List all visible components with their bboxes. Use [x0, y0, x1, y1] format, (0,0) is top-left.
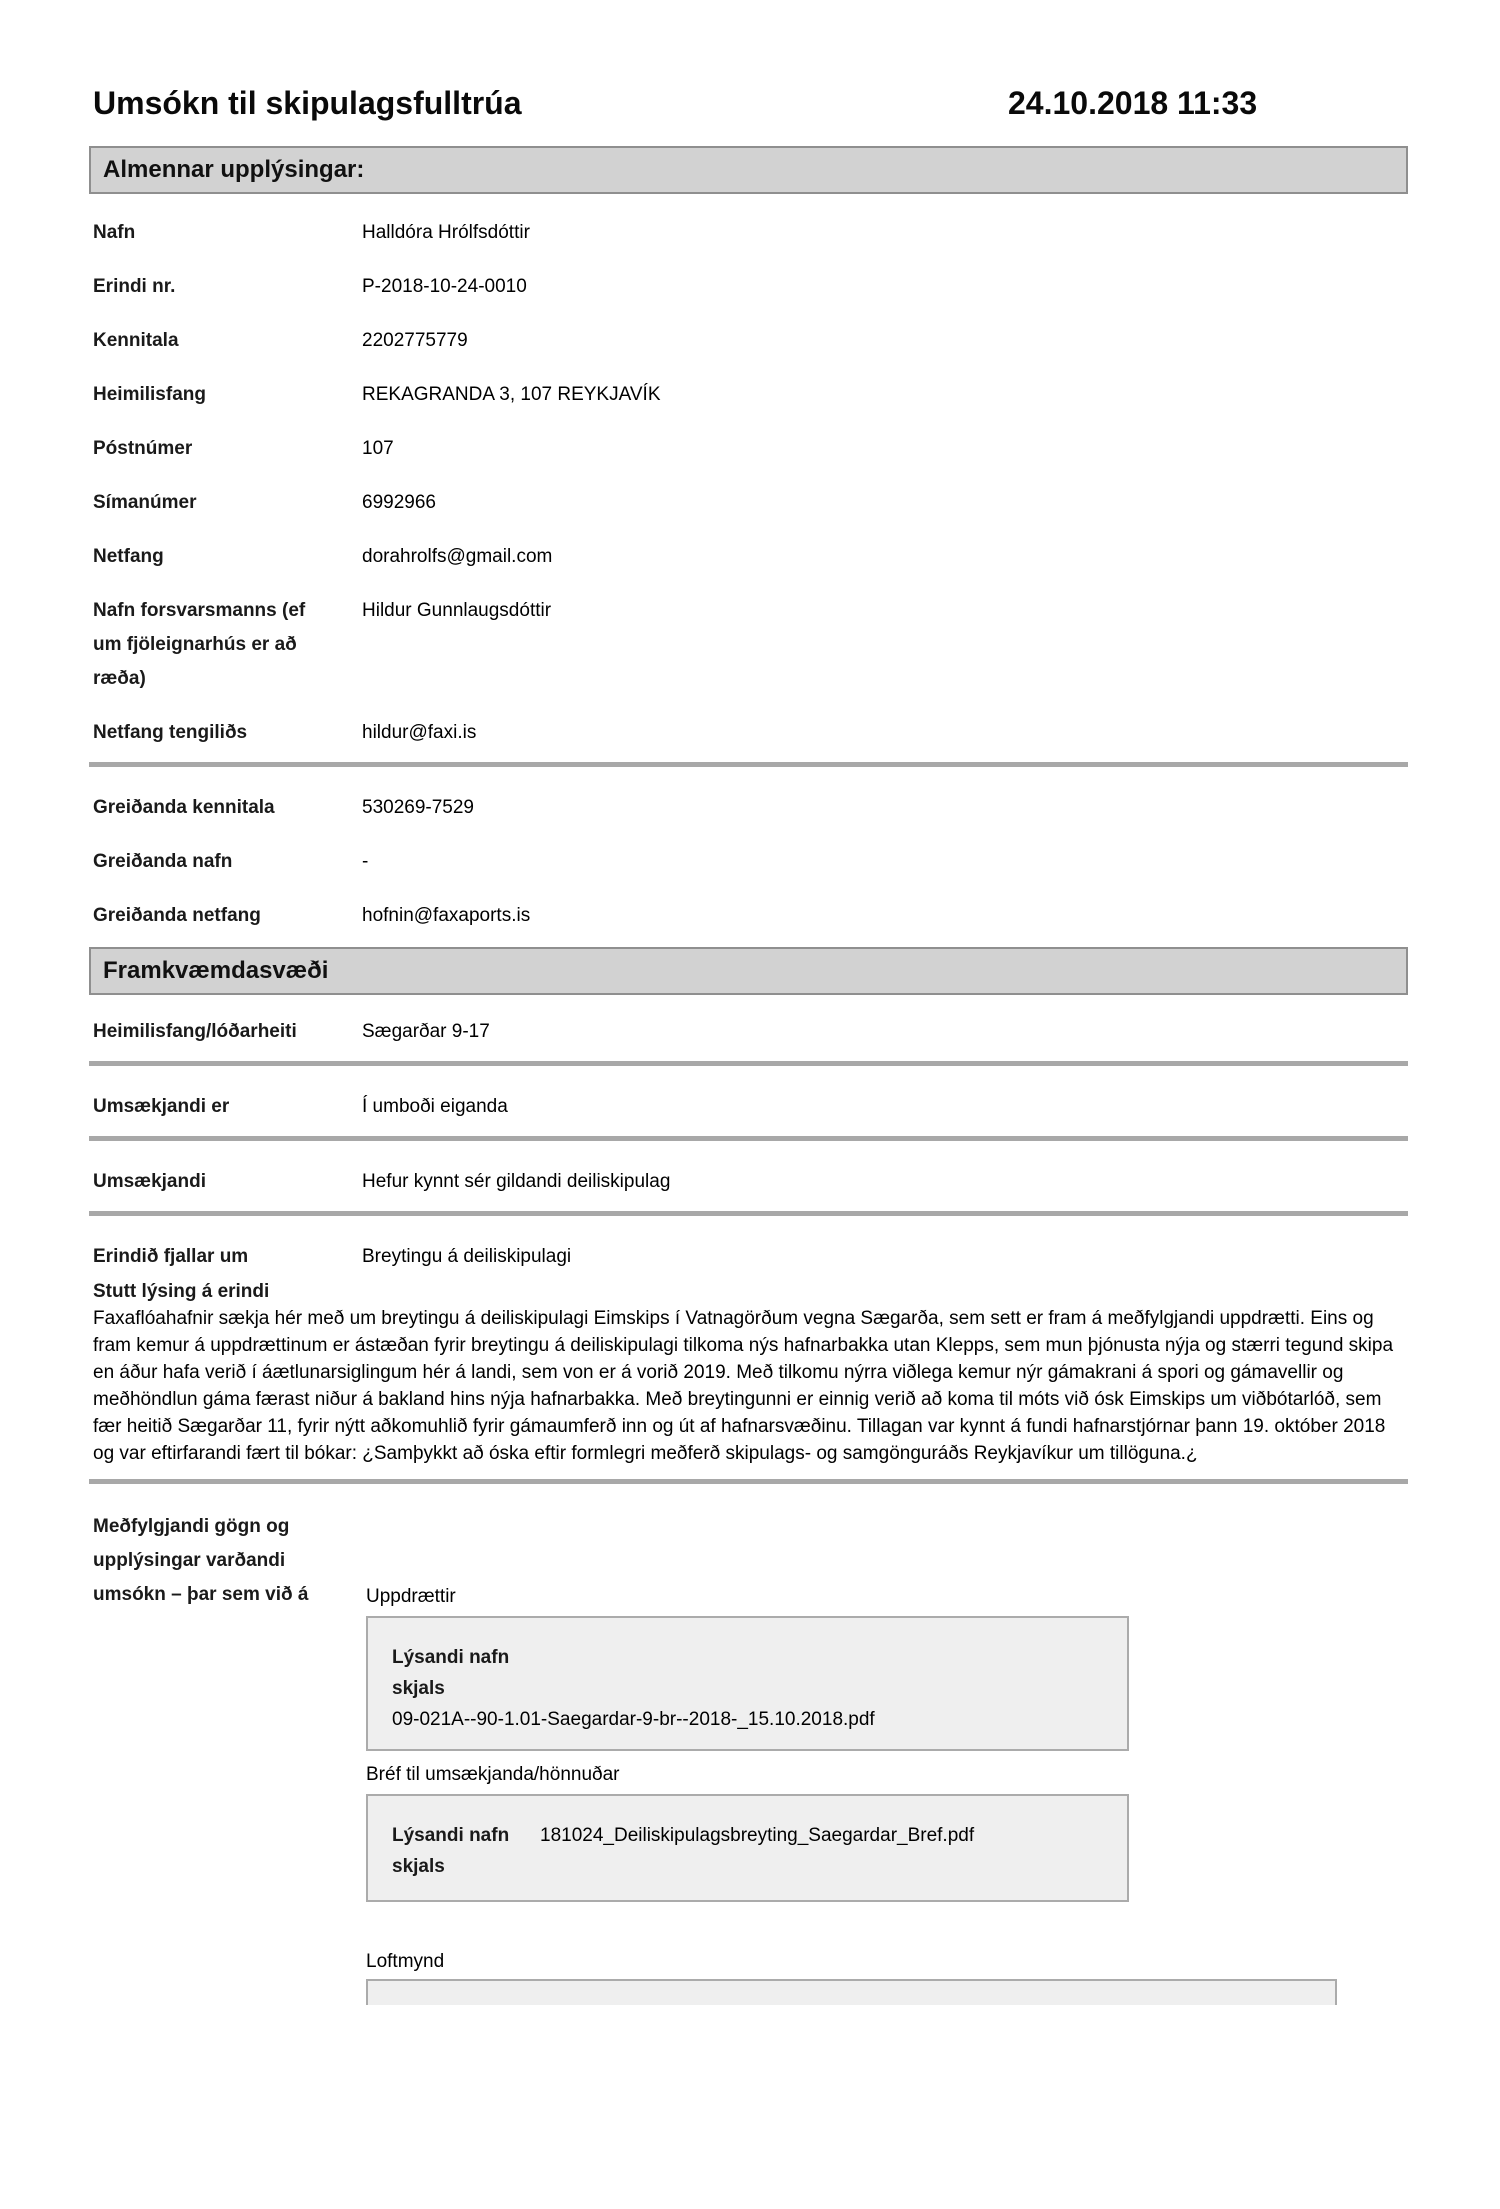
- field-value: hildur@faxi.is: [362, 722, 477, 743]
- field-label-text: Netfang: [93, 546, 164, 567]
- doc-label: [392, 1642, 1103, 1704]
- field-row-simanumer: [89, 486, 1408, 520]
- divider: [89, 1479, 1408, 1484]
- attachment-group-title-loftmynd: Loftmynd: [366, 1951, 445, 1972]
- field-row-forsvarsmanns: [89, 594, 1408, 696]
- field-value: Breytingu á deiliskipulagi: [362, 1246, 572, 1267]
- general-info-rows: [89, 216, 1408, 750]
- application-document: [89, 86, 1408, 2005]
- field-value: Hildur Gunnlaugsdóttir: [362, 600, 552, 621]
- field-value: Halldóra Hrólfsdóttir: [362, 222, 530, 243]
- field-label: [89, 378, 362, 412]
- field-label: [89, 1090, 362, 1124]
- field-label: [89, 845, 362, 879]
- field-row-kennitala: [89, 324, 1408, 358]
- field-label-text: Erindið fjallar um: [93, 1246, 249, 1267]
- field-label-text: Greiðanda netfang: [93, 905, 261, 926]
- divider: [89, 1136, 1408, 1141]
- field-label-text: Póstnúmer: [93, 438, 193, 459]
- field-label: [89, 1165, 362, 1199]
- field-label: [89, 1240, 362, 1274]
- field-label-text: Erindi nr.: [93, 276, 176, 297]
- divider: [89, 1211, 1408, 1216]
- field-label: [89, 540, 362, 574]
- field-label: [89, 716, 362, 750]
- divider: [89, 762, 1408, 767]
- field-value: Hefur kynnt sér gildandi deiliskipulag: [362, 1171, 671, 1192]
- field-value: 2202775779: [362, 330, 468, 351]
- field-row-postnumer: [89, 432, 1408, 466]
- field-value: REKAGRANDA 3, 107 REYKJAVÍK: [362, 384, 661, 405]
- field-label: [89, 216, 362, 250]
- field-label-text: Heimilisfang: [93, 384, 206, 405]
- field-value: P-2018-10-24-0010: [362, 276, 527, 297]
- attachment-group-title-uppdraettir: Uppdrættir: [366, 1586, 456, 1607]
- field-value: 107: [362, 438, 394, 459]
- field-row-umsaekjandi: [89, 1165, 1408, 1199]
- divider: [89, 1061, 1408, 1066]
- field-label-text: Kennitala: [93, 330, 179, 351]
- field-row-heimilisfang: [89, 378, 1408, 412]
- field-value: Sægarðar 9-17: [362, 1021, 490, 1042]
- description-text: Faxaflóahafnir sækja hér með um breytingu á deiliskipulagi Eimskips í Vatnagörðum vegna Sægarða, sem sett er fram á meðfylgjandi uppdrætti. Eins og fram kemur á uppdrættinum er ástæðan fyrir breytingu á deiliskipulagi tilkoma nýs hafnarbakka utan Klepps, sem mun þjónusta nýja og stærri tegund skipa en áður hafa verið í áætlunarsiglingum hér á landi, sem von er á vorið 2019. Með tilkomu nýrra viðlega kemur nýr gámakrani á spori og gámavellir og meðhöndlun gáma færast niður á bakland hins nýja hafnarbakka. Með breytingunni er einnig verið að koma til móts við ósk Eimskips um viðbótarlóð, sem fær heitið Sægarðar 11, fyrir nýtt aðkomuhlið fyrir gámaumferð inn og út af hafnarsvæðinu. Tillagan var kynnt á fundi hafnarstjórnar þann 19. október 2018 og var eftirfarandi fært til bókar: ¿Samþykkt að óska eftir formlegri meðferð skipulags- og samgönguráðs Reykjavíkur um tillöguna.¿: [93, 1308, 1394, 1464]
- field-label-text: Netfang tengiliðs: [93, 722, 248, 743]
- field-row-umsaekjandi-er: [89, 1090, 1408, 1124]
- attachments-row: [89, 1510, 1408, 2005]
- file-box-uppdraettir: [366, 1616, 1129, 1751]
- field-label: [89, 432, 362, 466]
- field-row-nafn: [89, 216, 1408, 250]
- attachment-group-title-bref: Bréf til umsækjanda/hönnuðar: [366, 1764, 620, 1785]
- attachments-label-text: Meðfylgjandi gögn og upplýsingar varðandi umsókn – þar sem við á: [93, 1516, 309, 1605]
- project-rows: [89, 1015, 1408, 1274]
- field-label: [89, 594, 362, 696]
- field-row-greidanda-kennitala: [89, 791, 1408, 825]
- page-title: Umsókn til skipulagsfulltrúa: [93, 85, 522, 121]
- section-header-general: [89, 146, 1408, 194]
- doc-label-text: Lýsandi nafn skjals: [392, 1825, 510, 1877]
- field-label: [89, 486, 362, 520]
- field-row-erindid-fjallar-um: [89, 1240, 1408, 1274]
- field-label-text: Nafn forsvarsmanns (ef um fjöleignarhús er að ræða): [93, 600, 306, 689]
- field-value: Í umboði eiganda: [362, 1096, 508, 1117]
- timestamp: 24.10.2018 11:33: [1008, 85, 1258, 121]
- file-box-bref: [366, 1794, 1129, 1902]
- field-value: 530269-7529: [362, 797, 474, 818]
- field-value: 6992966: [362, 492, 436, 513]
- field-row-greidanda-nafn: [89, 845, 1408, 879]
- description-label: Stutt lýsing á erindi: [93, 1281, 270, 1302]
- field-value: hofnin@faxaports.is: [362, 905, 531, 926]
- field-row-netfang: [89, 540, 1408, 574]
- section-header-general-label: Almennar upplýsingar:: [103, 156, 365, 183]
- field-label-text: Nafn: [93, 222, 136, 243]
- field-label: [89, 270, 362, 304]
- field-label-text: Umsækjandi er: [93, 1096, 230, 1117]
- field-row-netfang-tengilids: [89, 716, 1408, 750]
- field-label: [89, 791, 362, 825]
- field-label-text: Heimilisfang/lóðarheiti: [93, 1021, 297, 1042]
- file-box-loftmynd: [366, 1979, 1337, 2005]
- field-value: dorahrolfs@gmail.com: [362, 546, 553, 567]
- field-label-text: Greiðanda nafn: [93, 851, 233, 872]
- file-name: 181024_Deiliskipulagsbreyting_Saegardar_Bref.pdf: [540, 1825, 975, 1846]
- doc-label: [392, 1820, 540, 1882]
- attachments-column: [362, 1583, 1337, 2005]
- field-label: [89, 324, 362, 358]
- field-label-text: Greiðanda kennitala: [93, 797, 275, 818]
- field-label: [89, 1015, 362, 1049]
- field-label-text: Símanúmer: [93, 492, 197, 513]
- field-label-text: Umsækjandi: [93, 1171, 206, 1192]
- field-row-erindi-nr: [89, 270, 1408, 304]
- file-name: 09-021A--90-1.01-Saegardar-9-br--2018-_15.10.2018.pdf: [392, 1709, 875, 1730]
- payer-rows: [89, 791, 1408, 933]
- field-label: [89, 899, 362, 933]
- attachments-label: [89, 1510, 362, 2005]
- field-row-greidanda-netfang: [89, 899, 1408, 933]
- section-header-project: [89, 947, 1408, 995]
- section-header-project-label: Framkvæmdasvæði: [103, 957, 329, 984]
- document-header: [89, 86, 1408, 120]
- field-row-lodarheiti: [89, 1015, 1408, 1049]
- field-value: -: [362, 851, 369, 872]
- doc-label-text: Lýsandi nafn skjals: [392, 1647, 510, 1699]
